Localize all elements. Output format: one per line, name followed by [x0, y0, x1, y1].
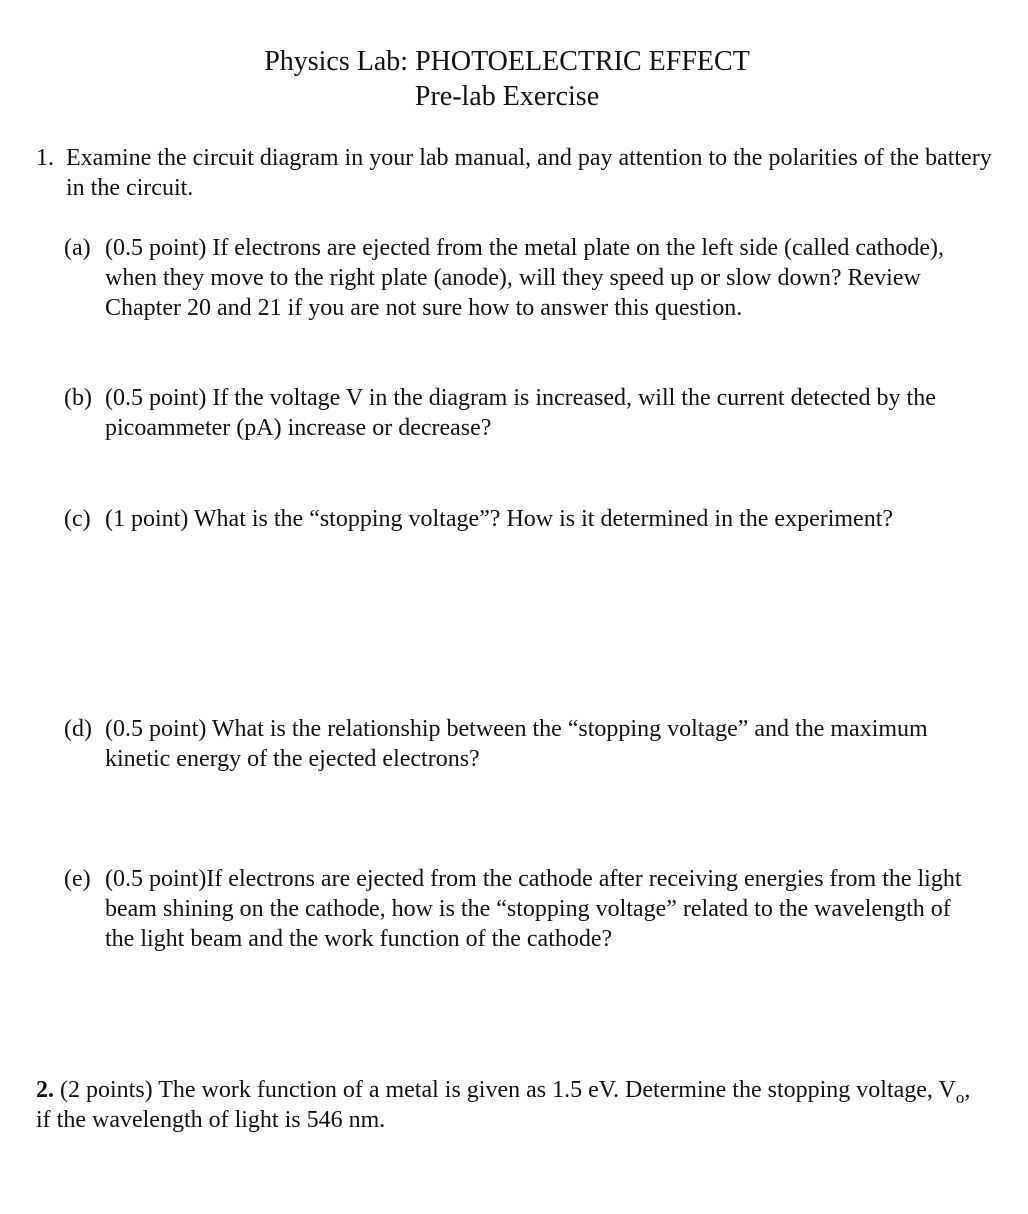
- question-2-number: 2.: [36, 1077, 54, 1103]
- question-1b: [64, 383, 984, 443]
- question-1: [36, 143, 996, 203]
- question-2-text: (2 points) The work function of a metal is given as 1.5 eV. Determine the stopping voltage, V: [54, 1077, 956, 1103]
- question-1d-label: (d): [64, 716, 92, 742]
- question-1d: [64, 714, 984, 774]
- page-subtitle: Pre-lab Exercise: [414, 81, 600, 112]
- question-1c-text: (1 point) What is the “stopping voltage”? How is it determined in the experiment?: [105, 506, 894, 532]
- question-1e: [64, 864, 984, 954]
- question-2: [36, 1075, 976, 1135]
- question-1a: [64, 233, 984, 323]
- question-1-number: 1.: [36, 145, 54, 171]
- question-1b-text: (0.5 point) If the voltage V in the diagram is increased, will the current detected by the picoammeter (pA) increase or decrease?: [105, 385, 936, 441]
- question-1d-text: (0.5 point) What is the relationship between the “stopping voltage” and the maximum kinetic energy of the ejected electrons?: [105, 716, 928, 772]
- page-title: Physics Lab: PHOTOELECTRIC EFFECT: [264, 46, 750, 77]
- question-1c: [64, 504, 984, 534]
- question-1b-label: (b): [64, 385, 92, 411]
- question-2-subscript: o: [955, 1087, 965, 1107]
- question-1-text: Examine the circuit diagram in your lab manual, and pay attention to the polarities of the battery in the circuit.: [66, 145, 992, 201]
- question-1a-text: (0.5 point) If electrons are ejected from the metal plate on the left side (called cathode), when they move to the right plate (anode), will they speed up or slow down? Review Chapter 20 and 21 if you are not sure how to answer this question.: [105, 235, 944, 321]
- question-1e-label: (e): [64, 866, 91, 892]
- question-2-text-end: , if the wavelength of light is 546 nm.: [36, 1077, 971, 1133]
- question-1a-label: (a): [64, 235, 91, 261]
- question-1c-label: (c): [64, 506, 91, 532]
- question-1e-text: (0.5 point)If electrons are ejected from the cathode after receiving energies from the light beam shining on the cathode, how is the “stopping voltage” related to the wavelength of the light beam and the work function of the cathode?: [105, 866, 962, 952]
